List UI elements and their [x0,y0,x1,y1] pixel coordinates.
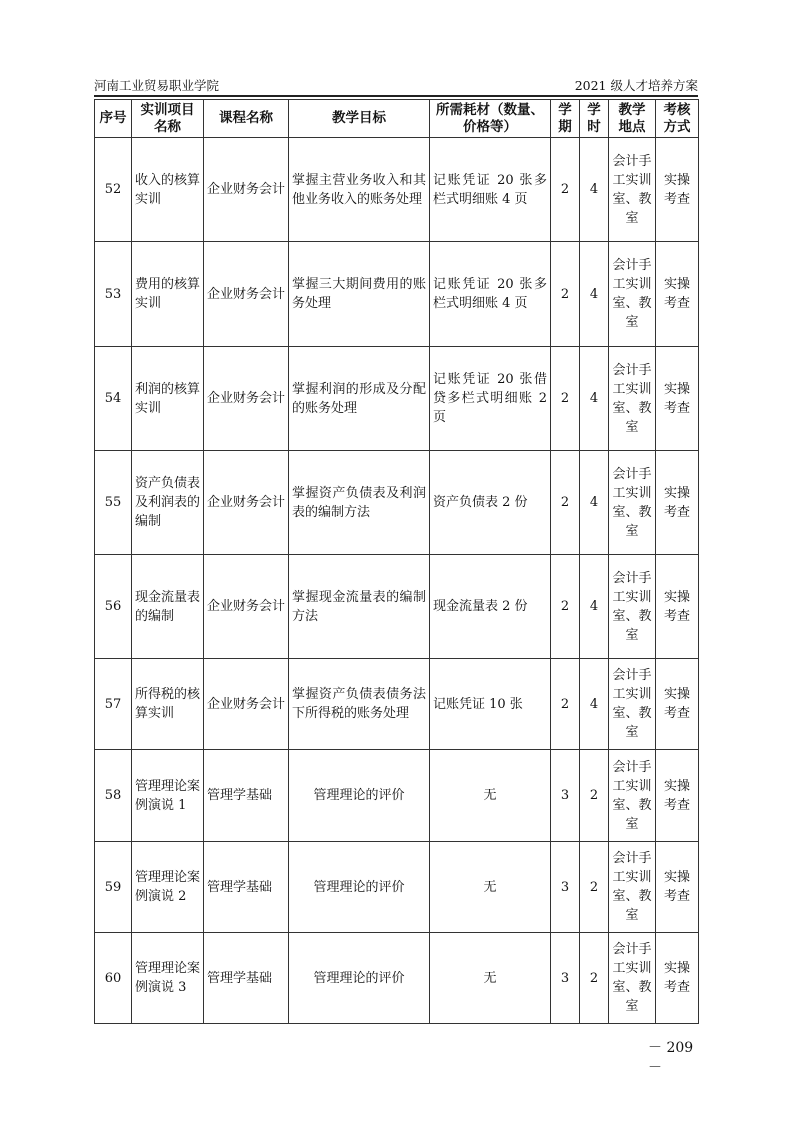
materials: 现金流量表 2 份 [430,555,551,659]
assessment-method: 实操考查 [656,451,699,555]
row-number: 52 [95,138,132,242]
row-number: 55 [95,451,132,555]
table-row [95,659,699,750]
teaching-location: 会计手工实训室、教室 [609,451,656,555]
header-divider [94,95,698,97]
teaching-goal: 掌握主营业务收入和其他业务收入的账务处理 [289,138,430,242]
column-header: 序号 [95,100,132,138]
assessment-method: 实操考查 [656,750,699,842]
row-number: 60 [95,933,132,1024]
table-row [95,555,699,659]
table-row [95,242,699,347]
table-row [95,347,699,451]
teaching-goal: 掌握资产负债表及利润表的编制方法 [289,451,430,555]
column-header: 教学目标 [289,100,430,138]
course-name: 企业财务会计 [204,555,289,659]
column-header: 考核方式 [656,100,699,138]
course-name: 管理学基础 [204,750,289,842]
assessment-method: 实操考查 [656,242,699,347]
hours: 4 [580,555,609,659]
column-header: 所需耗材（数量、价格等） [430,100,551,138]
hours: 4 [580,138,609,242]
table-row [95,750,699,842]
teaching-location: 会计手工实训室、教室 [609,555,656,659]
teaching-goal: 掌握利润的形成及分配的账务处理 [289,347,430,451]
row-number: 54 [95,347,132,451]
course-name: 管理学基础 [204,842,289,933]
assessment-method: 实操考查 [656,138,699,242]
row-number: 53 [95,242,132,347]
materials: 资产负债表 2 份 [430,451,551,555]
project-name: 收入的核算实训 [132,138,204,242]
teaching-goal: 管理理论的评价 [289,750,430,842]
page-header [94,76,698,96]
teaching-goal: 掌握资产负债表债务法下所得税的账务处理 [289,659,430,750]
column-header: 课程名称 [204,100,289,138]
term: 2 [551,138,580,242]
project-name: 管理理论案例演说 3 [132,933,204,1024]
assessment-method: 实操考查 [656,555,699,659]
table-row [95,842,699,933]
teaching-location: 会计手工实训室、教室 [609,750,656,842]
term: 2 [551,555,580,659]
teaching-location: 会计手工实训室、教室 [609,242,656,347]
materials: 无 [430,750,551,842]
term: 2 [551,659,580,750]
table-row [95,933,699,1024]
term: 3 [551,933,580,1024]
row-number: 57 [95,659,132,750]
term: 3 [551,750,580,842]
project-name: 管理理论案例演说 1 [132,750,204,842]
hours: 4 [580,242,609,347]
page-number: － 209 － [648,1040,694,1076]
hours: 4 [580,659,609,750]
row-number: 56 [95,555,132,659]
row-number: 59 [95,842,132,933]
project-name: 所得税的核算实训 [132,659,204,750]
column-header: 教学地点 [609,100,656,138]
term: 2 [551,347,580,451]
teaching-location: 会计手工实训室、教室 [609,659,656,750]
project-name: 管理理论案例演说 2 [132,842,204,933]
course-name: 企业财务会计 [204,242,289,347]
teaching-goal: 掌握现金流量表的编制方法 [289,555,430,659]
table-header-row [95,100,699,138]
materials: 记账凭证 20 张多栏式明细账 4 页 [430,138,551,242]
table-row [95,451,699,555]
materials: 无 [430,933,551,1024]
materials: 记账凭证 20 张多栏式明细账 4 页 [430,242,551,347]
header-plan-title: 2021 级人才培养方案 [574,78,698,93]
term: 3 [551,842,580,933]
column-header: 实训项目名称 [132,100,204,138]
teaching-goal: 管理理论的评价 [289,842,430,933]
assessment-method: 实操考查 [656,347,699,451]
table-row [95,138,699,242]
materials: 无 [430,842,551,933]
assessment-method: 实操考查 [656,659,699,750]
course-name: 企业财务会计 [204,451,289,555]
teaching-location: 会计手工实训室、教室 [609,842,656,933]
teaching-location: 会计手工实训室、教室 [609,347,656,451]
project-name: 费用的核算实训 [132,242,204,347]
term: 2 [551,242,580,347]
training-projects-table [94,99,699,1024]
hours: 2 [580,842,609,933]
materials: 记账凭证 20 张借贷多栏式明细账 2 页 [430,347,551,451]
teaching-location: 会计手工实训室、教室 [609,138,656,242]
teaching-location: 会计手工实训室、教室 [609,933,656,1024]
hours: 4 [580,347,609,451]
project-name: 现金流量表的编制 [132,555,204,659]
course-name: 企业财务会计 [204,347,289,451]
header-institution: 河南工业贸易职业学院 [94,78,220,93]
hours: 2 [580,750,609,842]
assessment-method: 实操考查 [656,933,699,1024]
materials: 记账凭证 10 张 [430,659,551,750]
course-name: 企业财务会计 [204,659,289,750]
course-name: 管理学基础 [204,933,289,1024]
teaching-goal: 掌握三大期间费用的账务处理 [289,242,430,347]
course-name: 企业财务会计 [204,138,289,242]
row-number: 58 [95,750,132,842]
column-header: 学时 [580,100,609,138]
project-name: 资产负债表及利润表的编制 [132,451,204,555]
assessment-method: 实操考查 [656,842,699,933]
term: 2 [551,451,580,555]
hours: 4 [580,451,609,555]
column-header: 学期 [551,100,580,138]
teaching-goal: 管理理论的评价 [289,933,430,1024]
hours: 2 [580,933,609,1024]
project-name: 利润的核算实训 [132,347,204,451]
